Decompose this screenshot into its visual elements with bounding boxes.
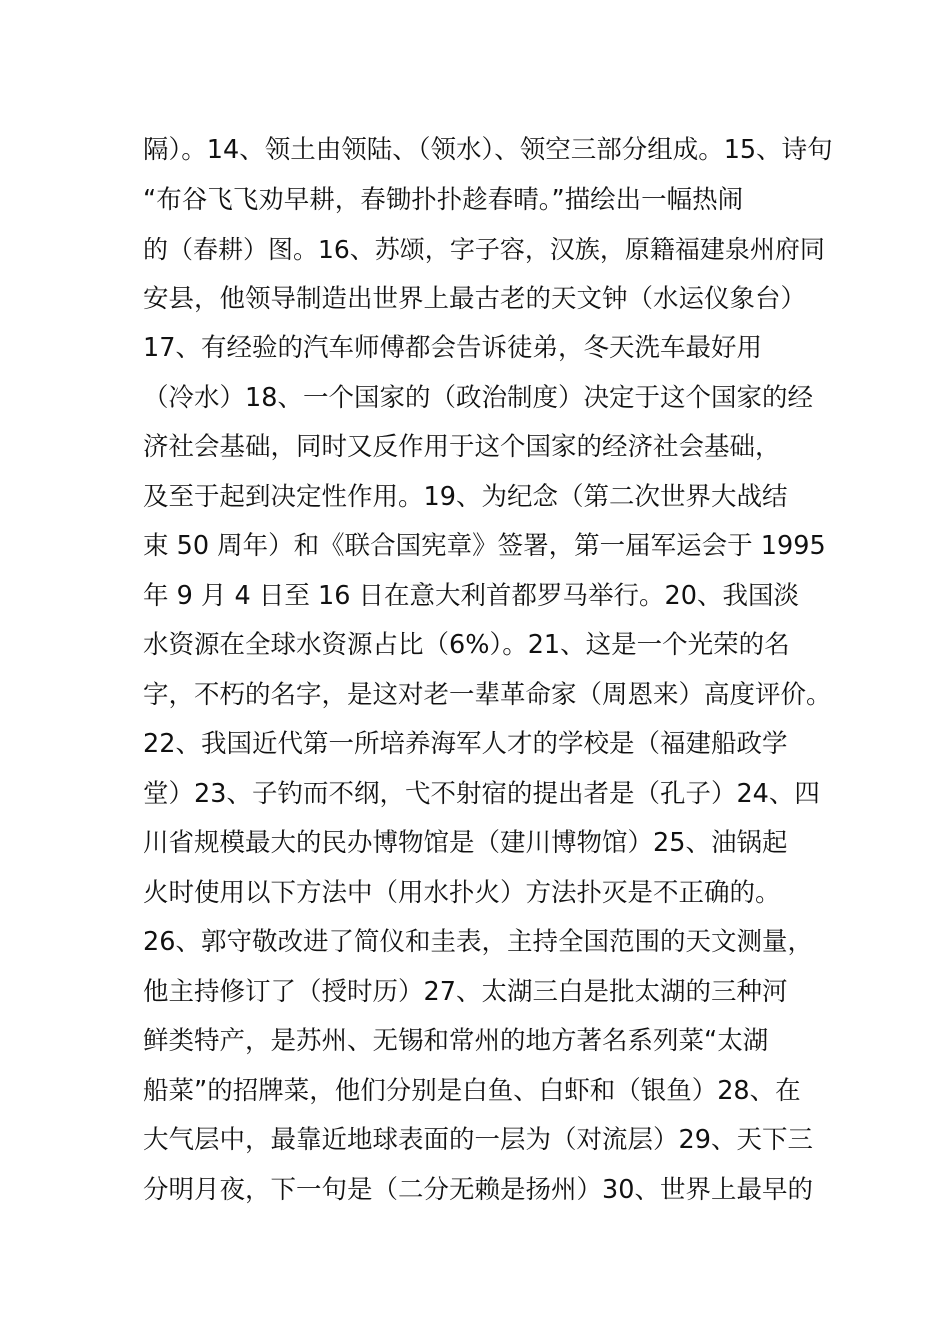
text-line: 22、我国近代第一所培养海军人才的学校是（福建船政学 [143,729,788,759]
text-line: 及至于起到决定性作用。19、为纪念（第二次世界大战结 [143,481,788,512]
text-line: 水资源在全球水资源占比（6%）。21、这是一个光荣的名 [143,630,790,660]
text-line: 川省规模最大的民办博物馆是（建川博物馆）25、油锅起 [143,828,788,858]
text-line: 堂）23、子钓而不纲，弋不射宿的提出者是（孔子）24、四 [143,778,820,809]
text-line: 安县，他领导制造出世界上最古老的天文钟（水运仪象台） [143,283,807,314]
text-line: 隔）。14、领土由领陆、（领水）、领空三部分组成。15、诗句 [143,135,833,165]
text-line: 船菜”的招牌菜，他们分别是白鱼、白虾和（银鱼）28、在 [143,1075,801,1106]
text-line: 大气层中，最靠近地球表面的一层为（对流层）29、天下三 [143,1125,813,1155]
text-line: 分明月夜，下一句是（二分无赖是扬州）30、世界上最早的 [143,1174,813,1205]
text-line: 济社会基础，同时又反作用于这个国家的经济社会基础， [143,432,781,462]
text-line: 束 50 周年）和《联合国宪章》签署，第一届军运会于 1995 [143,531,826,561]
text-line: 他主持修订了（授时历）27、太湖三白是批太湖的三种河 [143,976,788,1007]
text-line: 火时使用以下方法中（用水扑火）方法扑灭是不正确的。 [143,877,781,908]
text-line: 字，不朽的名字，是这对老一辈革命家（周恩来）高度评价。 [143,679,832,710]
text-line: （冷水）18、一个国家的（政治制度）决定于这个国家的经 [143,382,813,413]
text-line: “布谷飞飞劝早耕，春锄扑扑趁春晴。”描绘出一幅热闹 [143,184,744,215]
text-line: 的（春耕）图。16、苏颂，字子容，汉族，原籍福建泉州府同 [143,235,825,264]
text-line: 年 9 月 4 日至 16 日在意大利首都罗马举行。20、我国淡 [143,580,799,611]
document-body [143,126,833,1215]
text-line: 鲜类特产，是苏州、无锡和常州的地方著名系列菜“太湖 [143,1026,769,1056]
text-line: 26、郭守敬改进了简仪和圭表，主持全国范围的天文测量， [143,927,813,957]
text-line: 17、有经验的汽车师傅都会告诉徒弟，冬天洗车最好用 [143,333,762,363]
